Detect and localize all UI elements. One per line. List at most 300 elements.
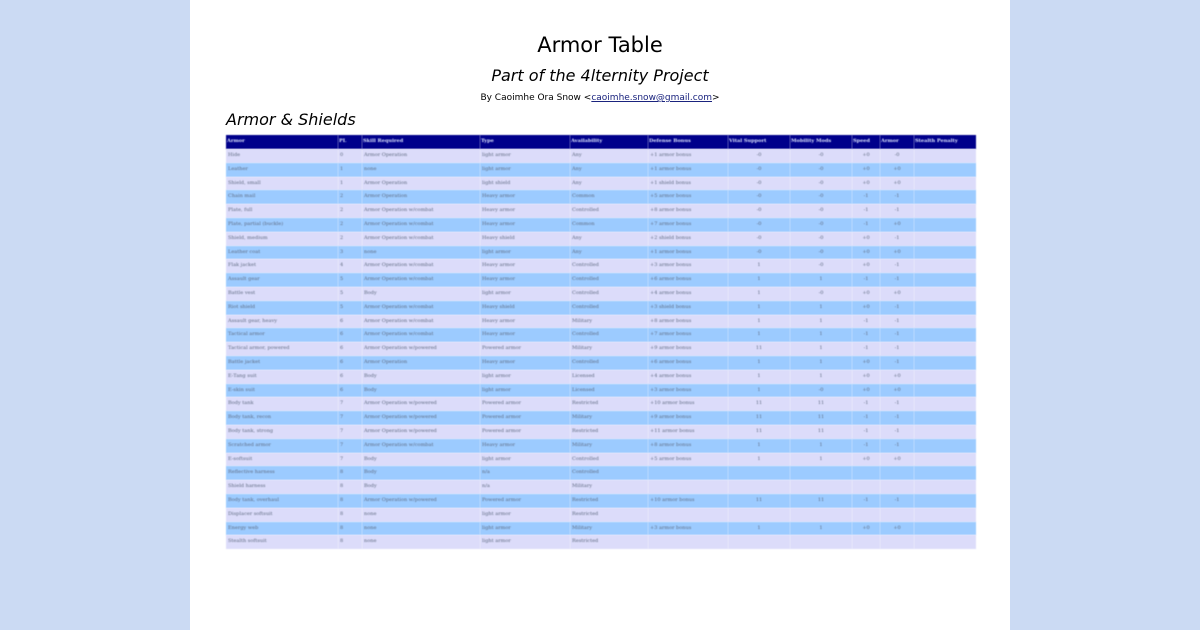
table-cell: Armor Operation w/combat (362, 301, 480, 315)
table-row (226, 480, 976, 494)
table-row (226, 453, 976, 467)
table-cell: Licensed (570, 370, 648, 384)
table-cell (914, 384, 976, 398)
table-header-row (226, 135, 976, 149)
table-cell: Energy web (226, 522, 338, 536)
table-row (226, 246, 976, 260)
table-cell: 7 (338, 453, 362, 467)
table-cell: Battle vest (226, 287, 338, 301)
table-cell (790, 535, 852, 549)
table-cell: 7 (338, 439, 362, 453)
table-cell: 8 (338, 466, 362, 480)
table-cell: Shield, small (226, 177, 338, 191)
table-cell: -1 (880, 315, 914, 329)
table-cell: 6 (338, 370, 362, 384)
table-cell: Armor Operation w/powered (362, 342, 480, 356)
table-cell: 1 (728, 315, 790, 329)
table-cell: 1 (728, 273, 790, 287)
table-cell: 1 (728, 259, 790, 273)
table-row (226, 259, 976, 273)
table-cell: +0 (880, 218, 914, 232)
table-cell: -1 (852, 273, 880, 287)
table-cell: Heavy shield (480, 232, 570, 246)
table-cell (914, 453, 976, 467)
table-cell: Body tank, strong (226, 425, 338, 439)
table-cell: -0 (728, 190, 790, 204)
table-cell: -1 (852, 190, 880, 204)
table-cell: 6 (338, 356, 362, 370)
table-cell: +0 (852, 287, 880, 301)
table-cell: Controlled (570, 356, 648, 370)
table-cell (880, 535, 914, 549)
table-cell: +0 (852, 453, 880, 467)
table-cell (852, 466, 880, 480)
table-cell: light armor (480, 246, 570, 260)
column-header: Mobility Mods (790, 135, 852, 149)
table-cell: light armor (480, 163, 570, 177)
table-cell: 7 (338, 411, 362, 425)
table-cell: light armor (480, 508, 570, 522)
table-cell: Tactical armor (226, 328, 338, 342)
table-cell: 2 (338, 218, 362, 232)
table-cell: -1 (852, 315, 880, 329)
column-header: Armor (880, 135, 914, 149)
table-cell: n/a (480, 466, 570, 480)
column-header: Defense Bonus (648, 135, 728, 149)
table-cell: +9 armor bonus (648, 342, 728, 356)
table-cell: +0 (880, 163, 914, 177)
table-cell: 1 (790, 356, 852, 370)
table-cell: Armor Operation w/combat (362, 204, 480, 218)
table-cell: E-Tang suit (226, 370, 338, 384)
table-cell: 1 (728, 301, 790, 315)
table-cell: -0 (728, 232, 790, 246)
table-cell: 1 (790, 439, 852, 453)
table-cell: Flak jacket (226, 259, 338, 273)
table-cell: Shield harness (226, 480, 338, 494)
table-cell: Military (570, 315, 648, 329)
table-cell: Armor Operation (362, 149, 480, 163)
table-cell: Armor Operation w/combat (362, 328, 480, 342)
table-cell: -0 (790, 163, 852, 177)
byline-suffix: > (712, 93, 720, 103)
table-cell: Body (362, 466, 480, 480)
table-cell: Common (570, 190, 648, 204)
table-cell: light armor (480, 287, 570, 301)
table-cell: Body (362, 384, 480, 398)
table-cell: none (362, 522, 480, 536)
table-cell: 5 (338, 287, 362, 301)
table-cell: +0 (880, 370, 914, 384)
table-cell: Heavy armor (480, 218, 570, 232)
table-cell (914, 522, 976, 536)
column-header: Availability (570, 135, 648, 149)
table-cell: Hide (226, 149, 338, 163)
table-cell (914, 328, 976, 342)
table-cell: 11 (728, 494, 790, 508)
table-cell: -0 (728, 218, 790, 232)
table-cell: light armor (480, 535, 570, 549)
table-cell (914, 535, 976, 549)
table-cell: Heavy armor (480, 259, 570, 273)
table-cell: 1 (338, 163, 362, 177)
table-cell: +1 shield bonus (648, 177, 728, 191)
table-cell: Body tank, overhaul (226, 494, 338, 508)
table-row (226, 411, 976, 425)
table-cell: 1 (790, 328, 852, 342)
table-cell: -1 (880, 494, 914, 508)
table-cell (790, 508, 852, 522)
table-cell: Plate, partial (buckle) (226, 218, 338, 232)
table-cell: Body (362, 480, 480, 494)
table-cell: none (362, 508, 480, 522)
table-cell: 1 (728, 522, 790, 536)
table-cell: +1 armor bonus (648, 246, 728, 260)
page-subtitle: Part of the 4lternity Project (491, 66, 709, 85)
table-cell (790, 466, 852, 480)
table-cell: 11 (728, 425, 790, 439)
table-cell: none (362, 535, 480, 549)
table-cell: Reflective harness (226, 466, 338, 480)
table-cell: Armor Operation w/powered (362, 494, 480, 508)
table-cell: light armor (480, 522, 570, 536)
table-cell: 7 (338, 397, 362, 411)
table-cell: n/a (480, 480, 570, 494)
table-cell: -0 (790, 259, 852, 273)
table-cell: +0 (852, 246, 880, 260)
table-cell: Body tank, recon (226, 411, 338, 425)
table-cell: +0 (852, 384, 880, 398)
column-header: Stealth Penalty (914, 135, 976, 149)
table-cell: Powered armor (480, 397, 570, 411)
table-cell (880, 508, 914, 522)
table-cell: -1 (852, 204, 880, 218)
table-cell (914, 439, 976, 453)
author-email-link[interactable]: caoimhe.snow@gmail.com (591, 93, 713, 103)
table-cell: +8 armor bonus (648, 204, 728, 218)
table-cell: 8 (338, 522, 362, 536)
table-cell: Armor Operation w/powered (362, 411, 480, 425)
table-cell (648, 535, 728, 549)
table-cell: -0 (728, 177, 790, 191)
table-cell: +5 armor bonus (648, 190, 728, 204)
table-cell: Riot shield (226, 301, 338, 315)
table-cell: Any (570, 246, 648, 260)
table-cell: -1 (880, 411, 914, 425)
table-cell: Controlled (570, 259, 648, 273)
table-cell: Heavy shield (480, 301, 570, 315)
byline-prefix: By Caoimhe Ora Snow < (480, 93, 592, 103)
table-cell: 2 (338, 190, 362, 204)
table-cell: +10 armor bonus (648, 397, 728, 411)
table-cell: Controlled (570, 453, 648, 467)
table-cell (914, 273, 976, 287)
table-cell: Controlled (570, 328, 648, 342)
table-cell: Armor Operation w/powered (362, 425, 480, 439)
table-cell: +0 (852, 163, 880, 177)
table-cell: Controlled (570, 287, 648, 301)
table-cell (914, 508, 976, 522)
table-cell: Any (570, 149, 648, 163)
table-cell: light armor (480, 384, 570, 398)
table-cell: 11 (790, 494, 852, 508)
table-cell: light armor (480, 370, 570, 384)
table-cell: -1 (852, 425, 880, 439)
table-cell: Powered armor (480, 411, 570, 425)
table-cell: 1 (790, 370, 852, 384)
table-row (226, 163, 976, 177)
table-cell: Body (362, 287, 480, 301)
table-row (226, 218, 976, 232)
table-cell (914, 190, 976, 204)
table-cell: 4 (338, 259, 362, 273)
table-cell: 1 (790, 522, 852, 536)
table-cell: Armor Operation w/combat (362, 218, 480, 232)
table-cell (914, 246, 976, 260)
table-cell (914, 315, 976, 329)
table-cell: Leather coat (226, 246, 338, 260)
table-cell: -1 (852, 411, 880, 425)
table-cell: +4 armor bonus (648, 370, 728, 384)
table-cell: 8 (338, 508, 362, 522)
table-cell (914, 218, 976, 232)
table-cell: +4 armor bonus (648, 287, 728, 301)
table-cell (852, 535, 880, 549)
table-cell: Heavy armor (480, 204, 570, 218)
table-cell: Powered armor (480, 342, 570, 356)
table-cell: 1 (728, 384, 790, 398)
table-cell (914, 480, 976, 494)
table-cell: -1 (880, 232, 914, 246)
table-row (226, 301, 976, 315)
table-row (226, 177, 976, 191)
table-cell: Scratched armor (226, 439, 338, 453)
table-cell: light armor (480, 453, 570, 467)
table-cell: -0 (790, 218, 852, 232)
table-cell: Battle jacket (226, 356, 338, 370)
table-cell: +0 (852, 356, 880, 370)
table-cell: Leather (226, 163, 338, 177)
table-cell: Displacer softsuit (226, 508, 338, 522)
table-cell: -1 (880, 342, 914, 356)
table-row (226, 315, 976, 329)
table-cell (914, 370, 976, 384)
table-row (226, 535, 976, 549)
table-cell: -1 (880, 397, 914, 411)
table-cell: Armor Operation w/combat (362, 232, 480, 246)
table-cell: E-softsuit (226, 453, 338, 467)
table-cell: Armor Operation (362, 356, 480, 370)
table-cell: -1 (852, 494, 880, 508)
table-cell (914, 466, 976, 480)
table-cell: Any (570, 163, 648, 177)
table-cell: Armor Operation w/combat (362, 273, 480, 287)
table-cell: Armor Operation (362, 177, 480, 191)
table-cell: 0 (338, 149, 362, 163)
table-cell: +3 shield bonus (648, 301, 728, 315)
table-cell: 5 (338, 273, 362, 287)
table-cell: 1 (728, 453, 790, 467)
table-cell: -1 (880, 259, 914, 273)
table-cell (914, 301, 976, 315)
table-cell: +0 (880, 246, 914, 260)
table-cell: Heavy armor (480, 315, 570, 329)
column-header: Armor (226, 135, 338, 149)
table-cell: Controlled (570, 466, 648, 480)
table-cell: 2 (338, 232, 362, 246)
table-cell: Tactical armor, powered (226, 342, 338, 356)
table-cell (914, 149, 976, 163)
table-cell: -1 (852, 218, 880, 232)
table-cell (914, 204, 976, 218)
table-cell: -0 (880, 149, 914, 163)
page-title: Armor Table (537, 33, 663, 57)
table-cell: Heavy armor (480, 439, 570, 453)
table-cell: Any (570, 232, 648, 246)
table-cell: Armor Operation w/combat (362, 315, 480, 329)
table-cell: +0 (852, 149, 880, 163)
table-row (226, 397, 976, 411)
table-cell: 1 (728, 356, 790, 370)
table-cell: none (362, 246, 480, 260)
table-row (226, 204, 976, 218)
table-row (226, 522, 976, 536)
table-cell (914, 425, 976, 439)
table-cell: +7 armor bonus (648, 328, 728, 342)
table-cell: Body tank (226, 397, 338, 411)
table-cell: Controlled (570, 301, 648, 315)
table-cell: -1 (880, 204, 914, 218)
table-cell: 8 (338, 480, 362, 494)
table-cell: 11 (728, 397, 790, 411)
table-cell: Military (570, 342, 648, 356)
table-cell: Assault gear, heavy (226, 315, 338, 329)
table-row (226, 232, 976, 246)
table-cell: +0 (852, 522, 880, 536)
table-cell: 2 (338, 204, 362, 218)
table-cell: Military (570, 522, 648, 536)
table-cell (852, 480, 880, 494)
table-cell (914, 259, 976, 273)
table-cell: -0 (790, 384, 852, 398)
table-cell: +0 (852, 259, 880, 273)
table-row (226, 328, 976, 342)
table-cell: Licensed (570, 384, 648, 398)
table-cell: 1 (338, 177, 362, 191)
table-cell: +0 (880, 384, 914, 398)
table-cell: 1 (728, 439, 790, 453)
table-cell: 11 (728, 342, 790, 356)
table-cell (914, 411, 976, 425)
table-cell (728, 466, 790, 480)
table-cell (880, 466, 914, 480)
table-cell: Body (362, 453, 480, 467)
table-cell: 6 (338, 328, 362, 342)
table-cell: +8 armor bonus (648, 439, 728, 453)
table-cell: Assault gear (226, 273, 338, 287)
table-cell: 5 (338, 301, 362, 315)
table-cell (728, 480, 790, 494)
table-row (226, 466, 976, 480)
table-cell: +1 armor bonus (648, 149, 728, 163)
table-cell: +0 (852, 370, 880, 384)
table-cell: -0 (728, 204, 790, 218)
table-cell: Common (570, 218, 648, 232)
table-row (226, 190, 976, 204)
table-cell: +1 armor bonus (648, 163, 728, 177)
table-cell (790, 480, 852, 494)
table-cell: -1 (852, 328, 880, 342)
table-row (226, 287, 976, 301)
section-heading: Armor & Shields (226, 110, 356, 129)
table-cell: -1 (880, 301, 914, 315)
document-page (190, 0, 1010, 630)
table-cell: 1 (790, 453, 852, 467)
table-cell: +3 armor bonus (648, 259, 728, 273)
column-header: Type (480, 135, 570, 149)
table-cell: Powered armor (480, 494, 570, 508)
table-cell: +0 (880, 453, 914, 467)
table-cell: +2 shield bonus (648, 232, 728, 246)
table-cell: Powered armor (480, 425, 570, 439)
table-cell: 3 (338, 246, 362, 260)
table-cell: 1 (790, 273, 852, 287)
table-cell: +3 armor bonus (648, 384, 728, 398)
column-header: Vital Support (728, 135, 790, 149)
table-cell: 1 (728, 287, 790, 301)
table-cell (648, 466, 728, 480)
table-cell: Stealth softsuit (226, 535, 338, 549)
table-cell: Armor Operation w/combat (362, 259, 480, 273)
table-cell: +0 (852, 232, 880, 246)
table-cell: -0 (790, 204, 852, 218)
table-cell: +0 (880, 177, 914, 191)
table-cell (914, 177, 976, 191)
table-cell: +0 (852, 301, 880, 315)
table-cell: Restricted (570, 397, 648, 411)
table-cell: Plate, full (226, 204, 338, 218)
table-cell: Heavy armor (480, 356, 570, 370)
table-cell: +0 (880, 287, 914, 301)
table-cell: Controlled (570, 204, 648, 218)
table-cell: Restricted (570, 494, 648, 508)
table-cell: 11 (728, 411, 790, 425)
table-cell: Body (362, 370, 480, 384)
table-cell: 6 (338, 315, 362, 329)
table-row (226, 149, 976, 163)
table-cell: -0 (790, 246, 852, 260)
table-cell: 11 (790, 397, 852, 411)
table-row (226, 342, 976, 356)
table-cell: -1 (880, 356, 914, 370)
table-cell (914, 163, 976, 177)
table-cell (914, 356, 976, 370)
table-cell: +10 armor bonus (648, 494, 728, 508)
table-cell: -1 (852, 397, 880, 411)
table-cell: Heavy armor (480, 190, 570, 204)
table-cell: Restricted (570, 535, 648, 549)
table-body (226, 149, 976, 549)
table-cell: E-skin suit (226, 384, 338, 398)
table-cell: 1 (728, 328, 790, 342)
table-cell: Armor Operation (362, 190, 480, 204)
table-cell: +9 armor bonus (648, 411, 728, 425)
table-cell: 11 (790, 411, 852, 425)
table-cell: -0 (728, 163, 790, 177)
table-cell: +0 (852, 177, 880, 191)
table-cell: -0 (790, 190, 852, 204)
table-cell: +8 armor bonus (648, 315, 728, 329)
